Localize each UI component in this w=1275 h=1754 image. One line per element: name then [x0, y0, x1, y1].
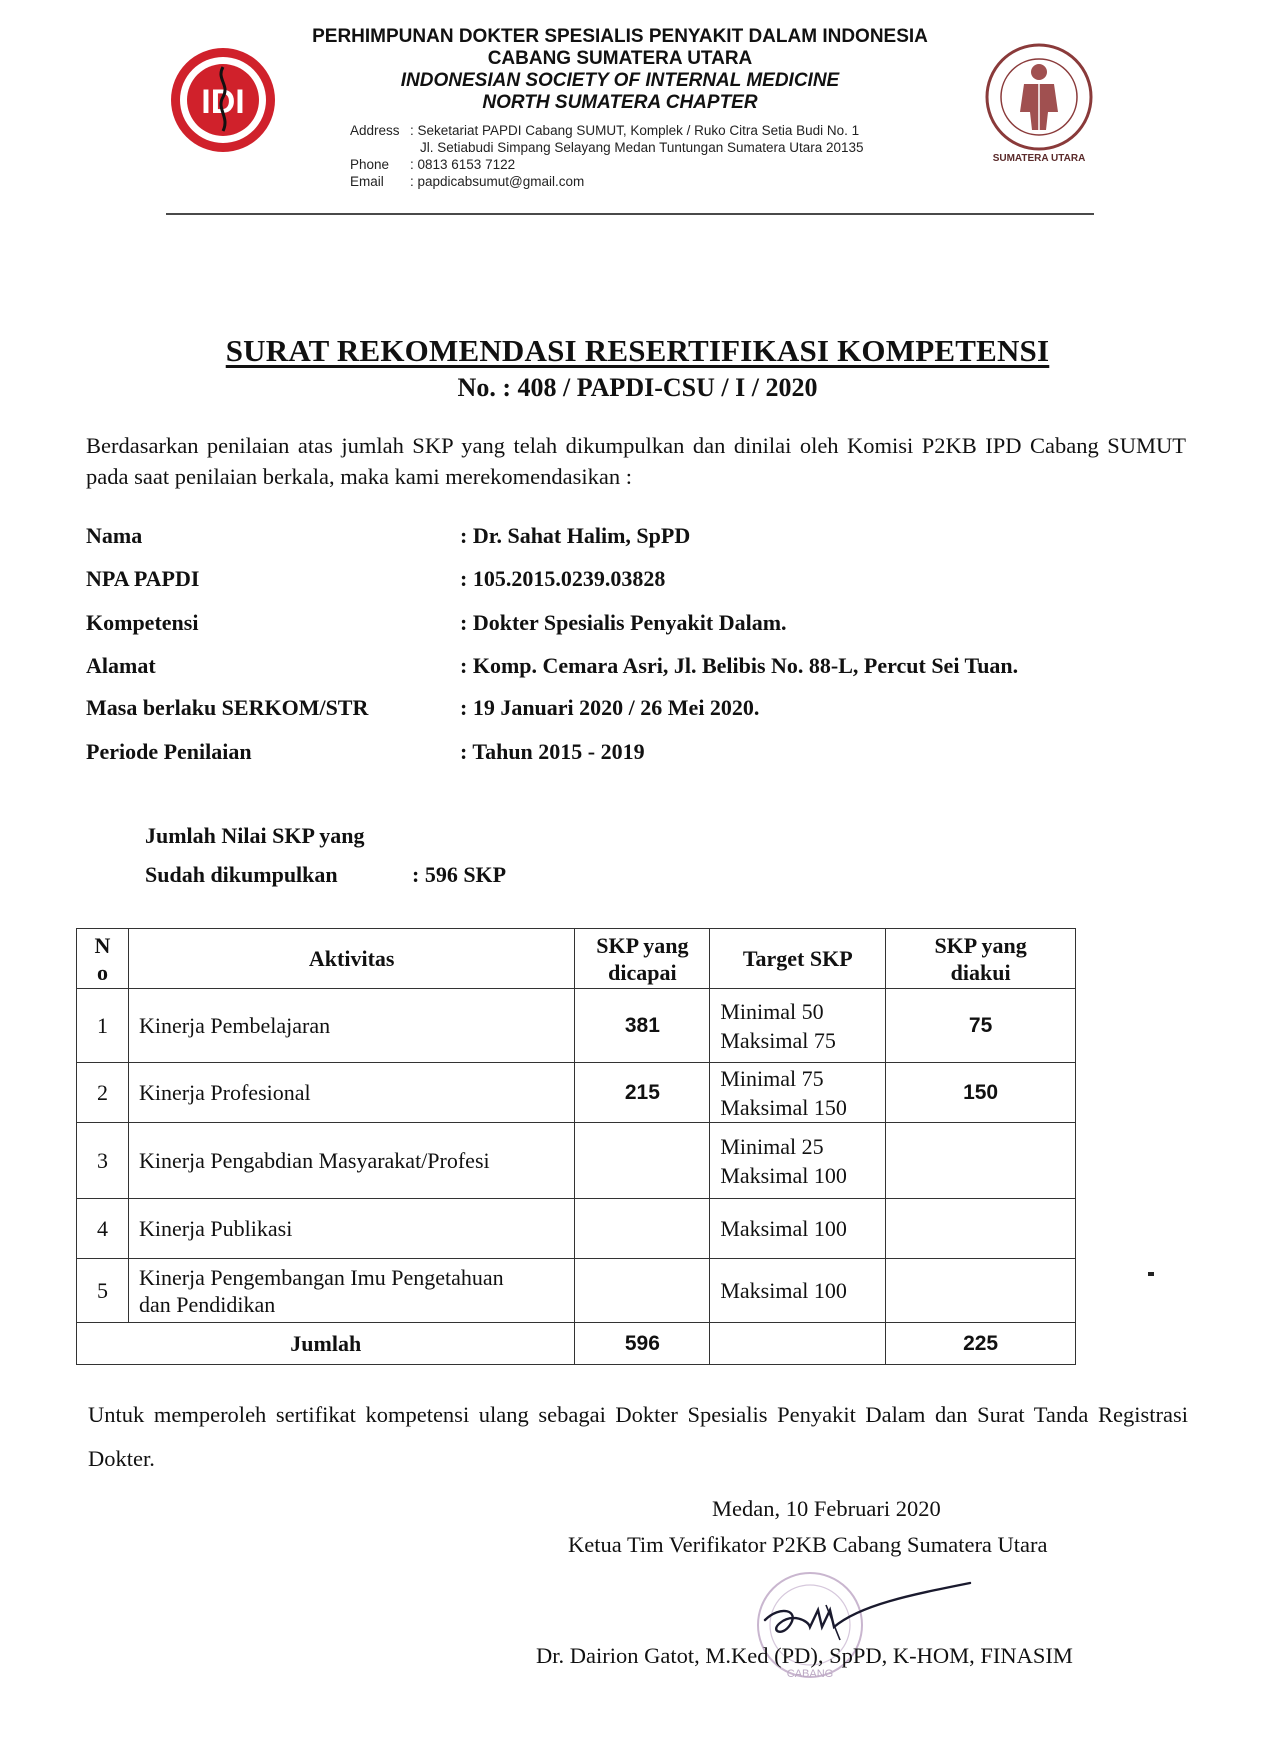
row-recognized [886, 1123, 1076, 1199]
field-label: Nama [86, 523, 143, 548]
address-label: Address [350, 123, 400, 138]
row-no: 5 [77, 1259, 129, 1323]
stamp-text: CABANG [786, 1668, 834, 1680]
header-target: Target SKP [710, 929, 886, 989]
idi-logo-text: IDI [201, 83, 245, 121]
skp-total-label-2: Sudah dikumpulkan [145, 862, 338, 887]
row-activity: Kinerja Publikasi [128, 1199, 575, 1259]
header-achieved: SKP yang dicapai [575, 929, 710, 989]
branch-name-id: CABANG SUMATERA UTARA [487, 48, 753, 69]
row-activity: Kinerja Pengembangan Imu Pengetahuan dan Pendidikan [128, 1259, 575, 1323]
row-no: 1 [77, 989, 129, 1063]
table-row [77, 1063, 1076, 1123]
row-no: 3 [77, 1123, 129, 1199]
row-achieved: 215 [575, 1063, 710, 1123]
skp-table [76, 928, 1076, 1365]
row-no: 4 [77, 1199, 129, 1259]
total-label: Jumlah [77, 1323, 575, 1365]
row-achieved [575, 1199, 710, 1259]
phone-label: Phone [350, 157, 390, 172]
branch-name-en: NORTH SUMATERA CHAPTER [482, 92, 758, 113]
stray-mark [1148, 1272, 1154, 1276]
field-label: Periode Penilaian [86, 739, 252, 764]
total-recognized: 225 [886, 1323, 1076, 1365]
table-header-row [77, 929, 1076, 989]
header-activity: Aktivitas [128, 929, 575, 989]
table-row [77, 1123, 1076, 1199]
table-row [77, 989, 1076, 1063]
intro-paragraph: Berdasarkan penilaian atas jumlah SKP yang telah dikumpulkan dan dinilai oleh Komisi P2KB IPD Cabang SUMUT pada saat penilaian berkala, maka kami merekomendasikan : [86, 433, 1186, 489]
row-target: Maksimal 100 [710, 1259, 886, 1323]
document-title: SURAT REKOMENDASI RESERTIFIKASI KOMPETENSI [225, 333, 1050, 368]
signatory-role: Ketua Tim Verifikator P2KB Cabang Sumatera Utara [568, 1532, 1048, 1557]
field-value: : Komp. Cemara Asri, Jl. Belibis No. 88-L, Percut Sei Tuan. [460, 653, 1019, 678]
seal-caption: SUMATERA UTARA [992, 153, 1086, 164]
field-label: Masa berlaku SERKOM/STR [86, 695, 369, 720]
row-activity: Kinerja Pengabdian Masyarakat/Profesi [128, 1123, 575, 1199]
field-label: Alamat [86, 653, 156, 678]
address-line-2: Jl. Setiabudi Simpang Selayang Medan Tuntungan Sumatera Utara 20135 [420, 140, 864, 155]
field-label: Kompetensi [86, 610, 199, 635]
row-target: Minimal 50 Maksimal 75 [710, 989, 886, 1063]
total-achieved: 596 [575, 1323, 710, 1365]
table-row [77, 1259, 1076, 1323]
field-value: : 105.2015.0239.03828 [460, 566, 666, 591]
skp-total-value: : 596 SKP [412, 862, 507, 887]
email-value: : papdicabsumut@gmail.com [410, 174, 585, 189]
total-target [710, 1323, 886, 1365]
field-value: : Dokter Spesialis Penyakit Dalam. [460, 610, 787, 635]
contact-block [350, 122, 864, 190]
row-target: Maksimal 100 [710, 1199, 886, 1259]
field-value: : Tahun 2015 - 2019 [460, 739, 645, 764]
signature-date: Medan, 10 Februari 2020 [712, 1496, 941, 1521]
table-total-row [77, 1323, 1076, 1365]
field-value: : 19 Januari 2020 / 26 Mei 2020. [460, 695, 760, 720]
org-name-en: INDONESIAN SOCIETY OF INTERNAL MEDICINE [400, 70, 840, 91]
row-activity: Kinerja Pembelajaran [128, 989, 575, 1063]
skp-total-label-1: Jumlah Nilai SKP yang [145, 823, 365, 848]
row-recognized: 75 [886, 989, 1076, 1063]
field-value: : Dr. Sahat Halim, SpPD [460, 523, 691, 548]
row-activity: Kinerja Profesional [128, 1063, 575, 1123]
header-recognized: SKP yang diakui [886, 929, 1076, 989]
closing-paragraph: Untuk memperoleh sertifikat kompetensi ulang sebagai Dokter Spesialis Penyakit Dalam dan Surat Tanda Registrasi Dokter. [88, 1402, 1188, 1471]
document-number: No. : 408 / PAPDI-CSU / I / 2020 [457, 373, 818, 402]
row-target: Minimal 75 Maksimal 150 [710, 1063, 886, 1123]
signatory-name: Dr. Dairion Gatot, M.Ked (PD), SpPD, K-HOM, FINASIM [536, 1643, 1073, 1668]
email-label: Email [350, 174, 384, 189]
row-achieved: 381 [575, 989, 710, 1063]
header-no: N o [77, 929, 129, 989]
org-name-id: PERHIMPUNAN DOKTER SPESIALIS PENYAKIT DALAM INDONESIA [312, 26, 928, 47]
table-row [77, 1199, 1076, 1259]
row-recognized [886, 1259, 1076, 1323]
row-achieved [575, 1259, 710, 1323]
row-recognized [886, 1199, 1076, 1259]
address-line-1: : Seketariat PAPDI Cabang SUMUT, Komplek / Ruko Citra Setia Budi No. 1 [410, 123, 860, 138]
row-achieved [575, 1123, 710, 1199]
phone-value: : 0813 6153 7122 [410, 157, 516, 172]
papdi-seal-icon [980, 42, 1098, 160]
row-recognized: 150 [886, 1063, 1076, 1123]
row-no: 2 [77, 1063, 129, 1123]
field-label: NPA PAPDI [86, 566, 200, 591]
header-divider [166, 213, 1094, 215]
row-target: Minimal 25 Maksimal 100 [710, 1123, 886, 1199]
